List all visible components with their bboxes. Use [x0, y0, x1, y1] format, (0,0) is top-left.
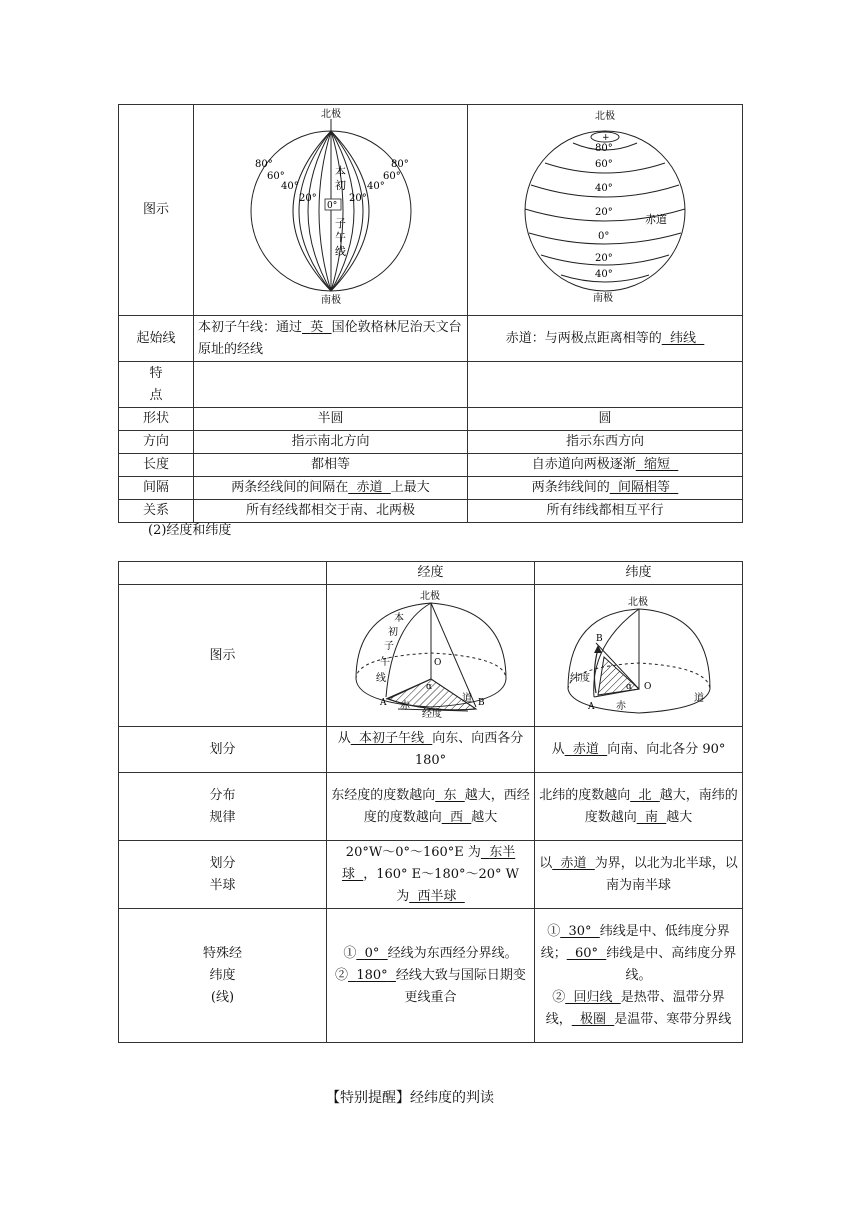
shape-parallel: 圆 [468, 408, 743, 431]
tick-w20: 20° [298, 193, 317, 204]
special-latitude [535, 909, 743, 1043]
direction-parallel: 指示东西方向 [468, 431, 743, 454]
start-line-parallel: 赤道：与两极点距离相等的 纬线 [468, 316, 743, 362]
start-line-meridian: 本初子午线：通过 英 国伦敦格林尼治天文台原址的经线 [194, 316, 468, 362]
lon-jingdu: 经度 [421, 709, 442, 718]
lat-dao: 道 [693, 693, 704, 704]
lon-point-b: B [477, 698, 485, 708]
answer-equator-3: 赤道 [560, 855, 587, 871]
direction-meridian: 指示南北方向 [194, 431, 468, 454]
answer-equator-2: 赤道 [572, 741, 599, 757]
feature-label: 特 点 [119, 362, 194, 408]
lat-weidu: 纬度 [569, 673, 590, 684]
parallel-south-label: 南极 [592, 293, 613, 304]
hemisphere-longitude: 20°W～0°～160°E 为 东半球 ，160° E～180°～20° W 为 西半球 [327, 841, 535, 909]
lat-tick-80: 80° [594, 143, 613, 154]
diagram-row-label: 图示 [119, 105, 194, 316]
longitude-latitude-table [118, 561, 743, 1043]
division-longitude: 从 本初子午线 向东、向西各分 180° [327, 727, 535, 773]
feature-meridian-empty [194, 362, 468, 408]
lat-tick-0: 0° [597, 231, 609, 242]
special-lat-item-2: ② 回归线 是热带、温带分界线， 极圈 是温带、寒带分界线 [545, 989, 732, 1027]
meridian-parallel-table [118, 104, 743, 523]
division-label: 划分 [119, 727, 327, 773]
answer-180deg: 180° [356, 967, 388, 983]
row-label-direction: 方向 [119, 431, 194, 454]
header-empty [119, 562, 327, 585]
interval-parallel: 两条纬线间的 间隔相等 [468, 477, 743, 500]
lat-point-b: B [595, 634, 603, 644]
lon-prime-3: 子 [383, 641, 394, 652]
hemisphere-label: 划分 半球 [119, 841, 327, 909]
parallel-figure-cell [468, 105, 743, 316]
answer-polar-circle: 极圈 [579, 1011, 606, 1027]
distribution-latitude: 北纬的度数越向 北 越大，南纬的度数越向 南 越大 [535, 773, 743, 841]
special-lon-item-1: ① 0° 经线为东西经分界线。 [343, 945, 518, 961]
row-label-length: 长度 [119, 454, 194, 477]
prime-char-5: 线 [334, 245, 346, 258]
latitude-hemisphere-figure [536, 585, 742, 718]
answer-tropics: 回归线 [573, 989, 613, 1005]
answer-parallel: 纬线 [670, 330, 697, 346]
start-line-label: 起始线 [119, 316, 194, 362]
special-lines-label: 特殊经 纬度 (线) [119, 909, 327, 1043]
shape-meridian: 半圆 [194, 408, 468, 431]
answer-equal-interval: 间隔相等 [618, 480, 671, 495]
parallel-north-label: 北极 [594, 111, 615, 122]
longitude-hemisphere-figure [328, 585, 534, 718]
lon-angle: α [425, 682, 432, 692]
special-reminder-heading: 【特别提醒】经纬度的判读 [326, 1090, 494, 1106]
lat-tick-20n: 20° [594, 207, 613, 218]
lon-north-label: 北极 [419, 591, 440, 602]
pole-plus-icon: + [601, 133, 610, 143]
tick-w80: 80° [254, 159, 273, 170]
distribution-label: 分布 规律 [119, 773, 327, 841]
special-lat-item-1: ① 30° 纬线是中、低纬度分界线； 60° 纬线是中、高纬度分界线。 [540, 923, 737, 983]
lon-prime-5: 线 [375, 673, 386, 684]
tick-e60: 60° [382, 171, 401, 182]
header-longitude: 经度 [327, 562, 535, 585]
lon-point-o: O [433, 658, 441, 668]
answer-north: 北 [638, 787, 652, 803]
tick-e80: 80° [390, 159, 409, 170]
interval-meridian: 两条经线间的间隔在 赤道 上最大 [194, 477, 468, 500]
lon-prime-2: 初 [387, 627, 398, 638]
prime-char-2: 初 [334, 179, 346, 192]
lat-point-o: O [643, 682, 651, 692]
tick-e40: 40° [366, 181, 385, 192]
relation-meridian: 所有经线都相交于南、北两极 [194, 500, 468, 523]
meridian-south-label: 南极 [320, 295, 341, 306]
prime-char-4: 午 [334, 231, 346, 244]
lon-prime-4: 午 [379, 657, 390, 668]
meridian-globe-figure [195, 105, 467, 307]
answer-equator: 赤道 [356, 480, 383, 495]
hemisphere-latitude: 以 赤道 为界，以北为北半球，以南为南半球 [535, 841, 743, 909]
meridian-north-label: 北极 [320, 109, 341, 120]
lat-chi: 赤 [615, 701, 626, 712]
answer-east: 东 [443, 787, 457, 803]
meridian-figure-cell [194, 105, 468, 316]
section-caption: (2)经度和纬度 [148, 523, 232, 538]
answer-england: 英 [310, 319, 324, 335]
lat-tick-40: 40° [594, 183, 613, 194]
lon-point-a: A [379, 698, 386, 708]
lat-tick-60: 60° [594, 159, 613, 170]
answer-60deg: 60° [574, 945, 599, 961]
feature-parallel-empty [468, 362, 743, 408]
answer-west: 西 [449, 809, 463, 825]
lon-prime-1: 本 [393, 613, 404, 624]
answer-south: 南 [644, 809, 658, 825]
tick-w60: 60° [266, 171, 285, 182]
lat-north-label: 北极 [627, 597, 648, 608]
answer-west-hemisphere: 西半球 [417, 888, 457, 904]
prime-char-1: 本 [334, 165, 346, 178]
row-label-interval: 间隔 [119, 477, 194, 500]
lat-tick-20s: 20° [594, 253, 613, 264]
lon-chi: 赤 [399, 701, 410, 712]
row-label-shape: 形状 [119, 408, 194, 431]
lon-dao: 道 [461, 693, 472, 704]
answer-east-hemisphere: 东半球 [341, 844, 516, 882]
equator-label: 赤道 [644, 213, 667, 226]
length-meridian: 都相等 [194, 454, 468, 477]
longitude-figure-cell [327, 585, 535, 727]
length-parallel: 自赤道向两极逐渐 缩短 [468, 454, 743, 477]
relation-parallel: 所有纬线都相互平行 [468, 500, 743, 523]
division-latitude: 从 赤道 向南、向北各分 90° [535, 727, 743, 773]
answer-shorten: 缩短 [644, 457, 671, 472]
row-label-relation: 关系 [119, 500, 194, 523]
distribution-longitude: 东经度的度数越向 东 越大，西经度的度数越向 西 越大 [327, 773, 535, 841]
answer-prime-meridian: 本初子午线 [358, 730, 424, 746]
tick-w40: 40° [280, 181, 299, 192]
answer-0deg: 0° [364, 945, 380, 961]
header-latitude: 纬度 [535, 562, 743, 585]
lat-angle: α [625, 682, 632, 692]
answer-30deg: 30° [568, 923, 592, 939]
diagram-label-2: 图示 [119, 585, 327, 727]
lat-tick-40s: 40° [594, 269, 613, 280]
special-longitude [327, 909, 535, 1043]
tick-e20: 20° [348, 193, 367, 204]
parallel-globe-figure [469, 105, 742, 307]
lat-point-a: A [587, 702, 594, 712]
prime-char-3: 子 [334, 217, 346, 230]
tick-zero: 0° [326, 201, 337, 211]
special-lon-item-2: ② 180° 经线大致与国际日期变更线重合 [335, 967, 526, 1005]
latitude-figure-cell [535, 585, 743, 727]
